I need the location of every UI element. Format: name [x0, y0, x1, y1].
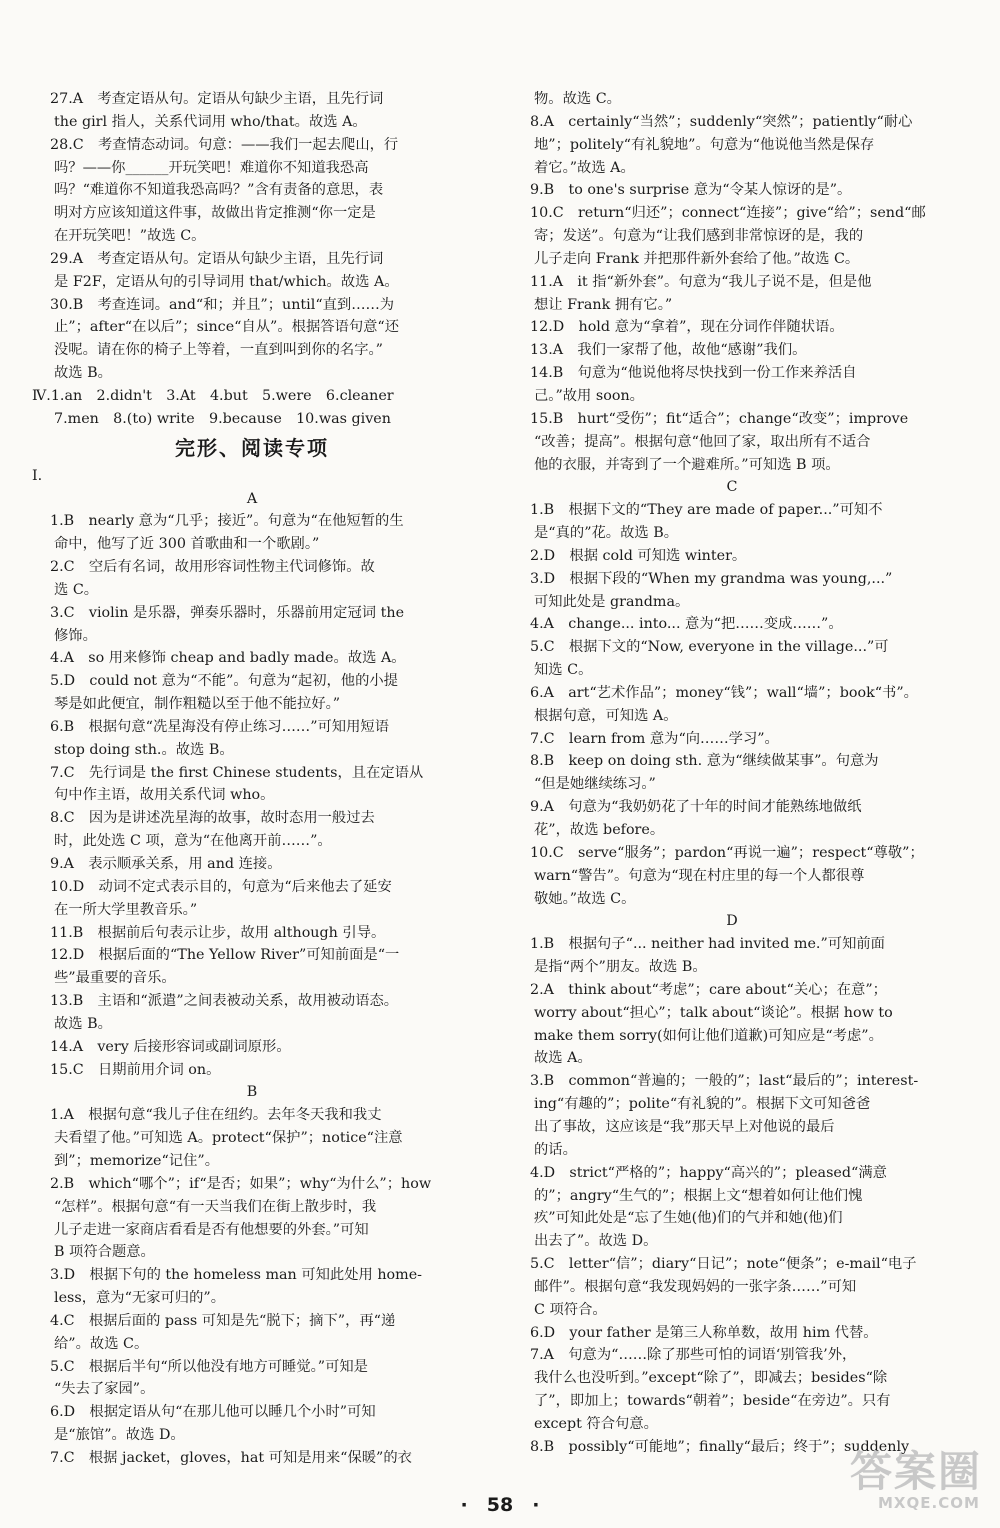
watermark-logo: [850, 1447, 990, 1520]
answer-line: 6.D your father 是第三人称单数，故用 him 代替。: [530, 1324, 878, 1341]
answer-line: 9.B to one's surprise 意为“令某人惊讶的是”。: [530, 182, 852, 199]
answer-line: 儿子走进一家商店看看是否有他想要的外套。”可知: [54, 1221, 369, 1238]
answer-line: 14.A very 后接形容词或副词原形。: [50, 1038, 291, 1055]
answer-line: 6.A art“艺术作品”；money“钱”；wall“墙”；book“书”。: [530, 684, 918, 701]
answer-line: 7.C 先行词是 the first Chinese students，且在定语从: [50, 764, 424, 781]
answer-line: 13.B 主语和“派遣”之间表被动关系，故用被动语态。: [50, 993, 399, 1010]
answer-line: 给”。故选 C。: [54, 1335, 149, 1352]
left-column: [32, 88, 472, 1470]
answer-line: Ⅰ.: [32, 467, 43, 484]
answer-line: 4.C 根据后面的 pass 可知是先“脱下；摘下”，再“递: [50, 1312, 396, 1329]
answer-line: 4.A change... into... 意为“把……变成……”。: [530, 616, 843, 633]
answer-line: 11.B 根据前后句表示让步，故用 although 引导。: [50, 924, 386, 941]
answer-line: 12.D 根据后面的“The Yellow River”可知前面是“一: [50, 947, 400, 964]
answer-line: 13.A 我们一家帮了他，故他“感谢”我们。: [530, 342, 807, 359]
answer-line: 是“真的”花。故选 B。: [534, 525, 679, 542]
answer-line: 2.D 根据 cold 可知选 winter。: [530, 547, 747, 564]
answer-line: 3.D 根据下段的“When my grandma was young,...”: [530, 570, 893, 587]
answer-line: 琴是如此便宜，制作粗糙以至于他不能拉好。”: [54, 696, 341, 713]
answer-line: 14.B 句意为“他说他将尽快找到一份工作来养活自: [530, 365, 857, 382]
answer-line: 2.B which“哪个”；if“是否；如果”；why“为什么”；how: [50, 1175, 432, 1192]
answer-line: 的”；angry“生气的”；根据上文“想着如何让他们愧: [534, 1187, 863, 1204]
watermark-url: MXQE.COM: [878, 1494, 980, 1512]
answer-line: 7.C learn from 意为“向……学习”。: [530, 730, 779, 747]
answer-line: 5.C 根据下文的“Now, everyone in the village...”可: [530, 639, 889, 656]
answer-line: 在开玩笑吧！”故选 C。: [54, 228, 206, 245]
answer-line: warn“警告”。句意为“现在村庄里的每一个人都很尊: [534, 867, 865, 884]
answer-line: 29.A 考查定语从句。定语从句缺少主语，且先行词: [50, 250, 384, 267]
answer-line: 修饰。: [54, 627, 97, 644]
answer-line: 吗？“难道你不知道我恐高吗？”含有责备的意思，表: [54, 182, 384, 199]
passage-label: C: [726, 479, 738, 496]
answer-line: 8.B keep on doing sth. 意为“继续做某事”。句意为: [530, 753, 879, 770]
answer-line: 想让 Frank 拥有它。”: [534, 296, 673, 313]
answer-line: Ⅳ.1.an 2.didn't 3.At 4.but 5.were 6.cleaner: [32, 387, 394, 404]
answer-line: 地”；politely“有礼貌地”。句意为“他说他当然是保存: [534, 136, 875, 153]
answer-line: 3.C violin 是乐器，弹奏乐器时，乐器前用定冠词 the: [50, 604, 405, 621]
answer-line: 7.C 根据 jacket，gloves，hat 可知是用来“保暖”的衣: [50, 1449, 412, 1466]
answer-line: 8.B possibly“可能地”；finally“最后；终于”；suddenly: [530, 1438, 910, 1455]
passage-label: A: [246, 490, 258, 507]
answer-line: 选 C。: [54, 581, 99, 598]
answer-line: 3.B common“普遍的；一般的”；last“最后的”；interest-: [530, 1073, 919, 1090]
answer-line: 是“旅馆”。故选 D。: [54, 1427, 185, 1444]
answer-line: 10.D 动词不定式表示目的，句意为“后来他去了延安: [50, 878, 392, 895]
answer-line: 12.D hold 意为“拿着”，现在分词作伴随状语。: [530, 319, 844, 336]
answer-line: 2.A think about“考虑”；care about“关心；在意”；: [530, 981, 887, 998]
answer-line: 是 F2F，定语从句的引导词用 that/which。故选 A。: [54, 273, 399, 290]
passage-label: B: [246, 1084, 258, 1101]
answer-line: 8.A certainly“当然”；suddenly“突然”；patiently“耐心: [530, 113, 913, 130]
answer-line: 7.A 句意为“……除了那些可怕的词语‘别管我’外，: [530, 1347, 857, 1364]
answer-line: 10.C serve“服务”；pardon“再说一遍”；respect“尊敬”；: [530, 844, 924, 861]
answer-line: 了”，即加上；towards“朝着”；beside“在旁边”。只有: [534, 1393, 891, 1410]
answer-line: 是指“两个”朋友。故选 B。: [534, 959, 707, 976]
answer-line: 吗？——你______开玩笑吧！难道你不知道我恐高: [54, 159, 369, 176]
answer-line: 3.D 根据下句的 the homeless man 可知此处用 home-: [50, 1267, 422, 1284]
answer-line: 故选 B。: [54, 365, 112, 382]
answer-line: ing“有趣的”；polite“有礼貌的”。根据下文可知爸爸: [534, 1096, 871, 1113]
answer-line: 命中，他写了近 300 首歌曲和一个歌剧。”: [54, 536, 320, 553]
answer-line: 到”；memorize“记住”。: [54, 1152, 219, 1169]
answer-line: 知选 C。: [534, 662, 593, 679]
answer-line: 花”，故选 before。: [534, 822, 665, 838]
answer-line: 邮件”。根据句意“我发现妈妈的一张字条……”可知: [534, 1278, 857, 1295]
answer-line: 出去了”。故选 D。: [534, 1233, 658, 1250]
answer-line: 可知此处是 grandma。: [534, 593, 690, 610]
answer-line: 1.A 根据句意“我儿子住在纽约。去年冬天我和我丈: [50, 1107, 382, 1124]
answer-line: 11.A it 指“新外套”。句意为“我儿子说不是，但是他: [530, 273, 872, 290]
answer-line: 夫看望了他。”可知选 A。protect“保护”；notice“注意: [54, 1130, 403, 1147]
answer-line: 1.B nearly 意为“几乎；接近”。句意为“在他短暂的生: [50, 513, 404, 530]
answer-line: “失去了家园”。: [54, 1381, 155, 1398]
answer-line: 些”最重要的音乐。: [54, 970, 176, 987]
answer-line: 在一所大学里教音乐。”: [54, 901, 198, 918]
answer-line: 1.B 根据句子“... neither had invited me.”可知前面: [530, 936, 885, 953]
answer-line: worry about“担心”；talk about“谈论”。根据 how to: [534, 1004, 893, 1021]
page-number: · 58 ·: [460, 1494, 540, 1516]
answer-line: 根据句意，可知选 A。: [534, 707, 678, 724]
answer-line: 儿子走向 Frank 并把那件新外套给了他。”故选 C。: [534, 250, 860, 267]
answer-line: 明对方应该知道这件事，故做出肯定推测“你一定是: [54, 205, 376, 222]
answer-line: 故选 A。: [534, 1050, 592, 1067]
answer-line: C 项符合。: [534, 1301, 607, 1318]
answer-line: 出了事故，这应该是“我”那天早上对他说的最后: [534, 1118, 835, 1135]
answer-line: 己。”故用 soon。: [534, 387, 644, 404]
answer-line: less，意为“无家可归的”。: [54, 1290, 225, 1307]
answer-line: 30.B 考查连词。and“和；并且”；until“直到……为: [50, 296, 395, 313]
answer-line: 28.C 考查情态动词。句意：——我们一起去爬山，行: [50, 136, 399, 153]
answer-line: 6.D 根据定语从句“在那儿他可以睡几个小时”可知: [50, 1404, 376, 1421]
answer-line: 寄；发送”。句意为“让我们感到非常惊讶的是，我的: [534, 228, 864, 245]
answer-line: 9.A 表示顺承关系，用 and 连接。: [50, 856, 282, 872]
answer-line: 15.B hurt“受伤”；fit“适合”；change“改变”；improve: [530, 410, 909, 427]
answer-line: 27.A 考查定语从句。定语从句缺少主语，且先行词: [50, 91, 384, 107]
answer-line: 他的衣服，并寄到了一个避难所。”可知选 B 项。: [534, 456, 840, 473]
answer-line: 时，此处选 C 项，意为“在他离开前……”。: [54, 833, 332, 850]
answer-line: 故选 B。: [54, 1015, 112, 1032]
answer-line: 的话。: [534, 1141, 577, 1158]
answer-line: 没呢。请在你的椅子上等着，一直到叫到你的名字。”: [54, 342, 383, 359]
answer-line: 4.D strict“严格的”；happy“高兴的”；pleased“满意: [530, 1164, 887, 1181]
answer-line: 10.C return“归还”；connect“连接”；give“给”；send“邮: [530, 205, 926, 222]
answer-line: stop doing sth.。故选 B。: [54, 741, 234, 758]
answer-line: 5.D could not 意为“不能”。句意为“起初，他的小提: [50, 673, 398, 690]
answer-line: 物。故选 C。: [534, 91, 621, 107]
answer-line: 1.B 根据下文的“They are made of paper...”可知不: [530, 502, 883, 519]
right-column: [512, 88, 952, 1459]
answer-line: 我什么也没听到。”except“除了”，即减去；besides“除: [534, 1370, 888, 1387]
answer-line: 敬她。”故选 C。: [534, 890, 636, 907]
watermark-mark: 答案圈: [850, 1447, 983, 1496]
answer-line: 2.C 空后有名词，故用形容词性物主代词修饰。故: [50, 559, 375, 576]
answer-line: 止”；after“在以后”；since“自从”。根据答语句意“还: [54, 319, 400, 336]
answer-line: 9.A 句意为“我奶奶花了十年的时间才能熟练地做纸: [530, 799, 862, 816]
answer-line: 4.A so 用来修饰 cheap and badly made。故选 A。: [50, 650, 406, 667]
answer-line: 5.C 根据后半句“所以他没有地方可睡觉。”可知是: [50, 1358, 368, 1375]
answer-line: “改善；提高”。根据句意“他回了家，取出所有不适合: [534, 433, 871, 450]
answer-line: 疚”可知此处是“忘了生她(他)们的气并和她(他)们: [534, 1210, 843, 1227]
answer-line: 7.men 8.(to) write 9.because 10.was given: [54, 410, 391, 427]
answer-line: 8.C 因为是讲述冼星海的故事，故时态用一般过去: [50, 810, 375, 827]
answer-line: 6.B 根据句意“冼星海没有停止练习……”可知用短语: [50, 718, 389, 735]
answer-line: “但是她继续练习。”: [534, 776, 656, 793]
answer-line: except 符合句意。: [534, 1415, 658, 1432]
section-heading: 完形、阅读专项: [175, 435, 329, 460]
answer-line: 着它。”故选 A。: [534, 159, 635, 176]
answer-line: make them sorry(如何让他们道歉)可知应是“考虑”。: [534, 1027, 883, 1044]
answer-line: B 项符合题意。: [54, 1244, 155, 1261]
answer-line: the girl 指人，关系代词用 who/that。故选 A。: [54, 113, 367, 130]
answer-line: 句中作主语，故用关系代词 who。: [54, 787, 275, 804]
answer-line: 5.C letter“信”；diary“日记”；note“便条”；e-mail“电子: [530, 1256, 917, 1273]
passage-label: D: [726, 913, 738, 930]
answer-line: 15.C 日期前用介词 on。: [50, 1061, 221, 1078]
answer-line: “怎样”。根据句意“有一天当我们在街上散步时，我: [54, 1198, 377, 1215]
